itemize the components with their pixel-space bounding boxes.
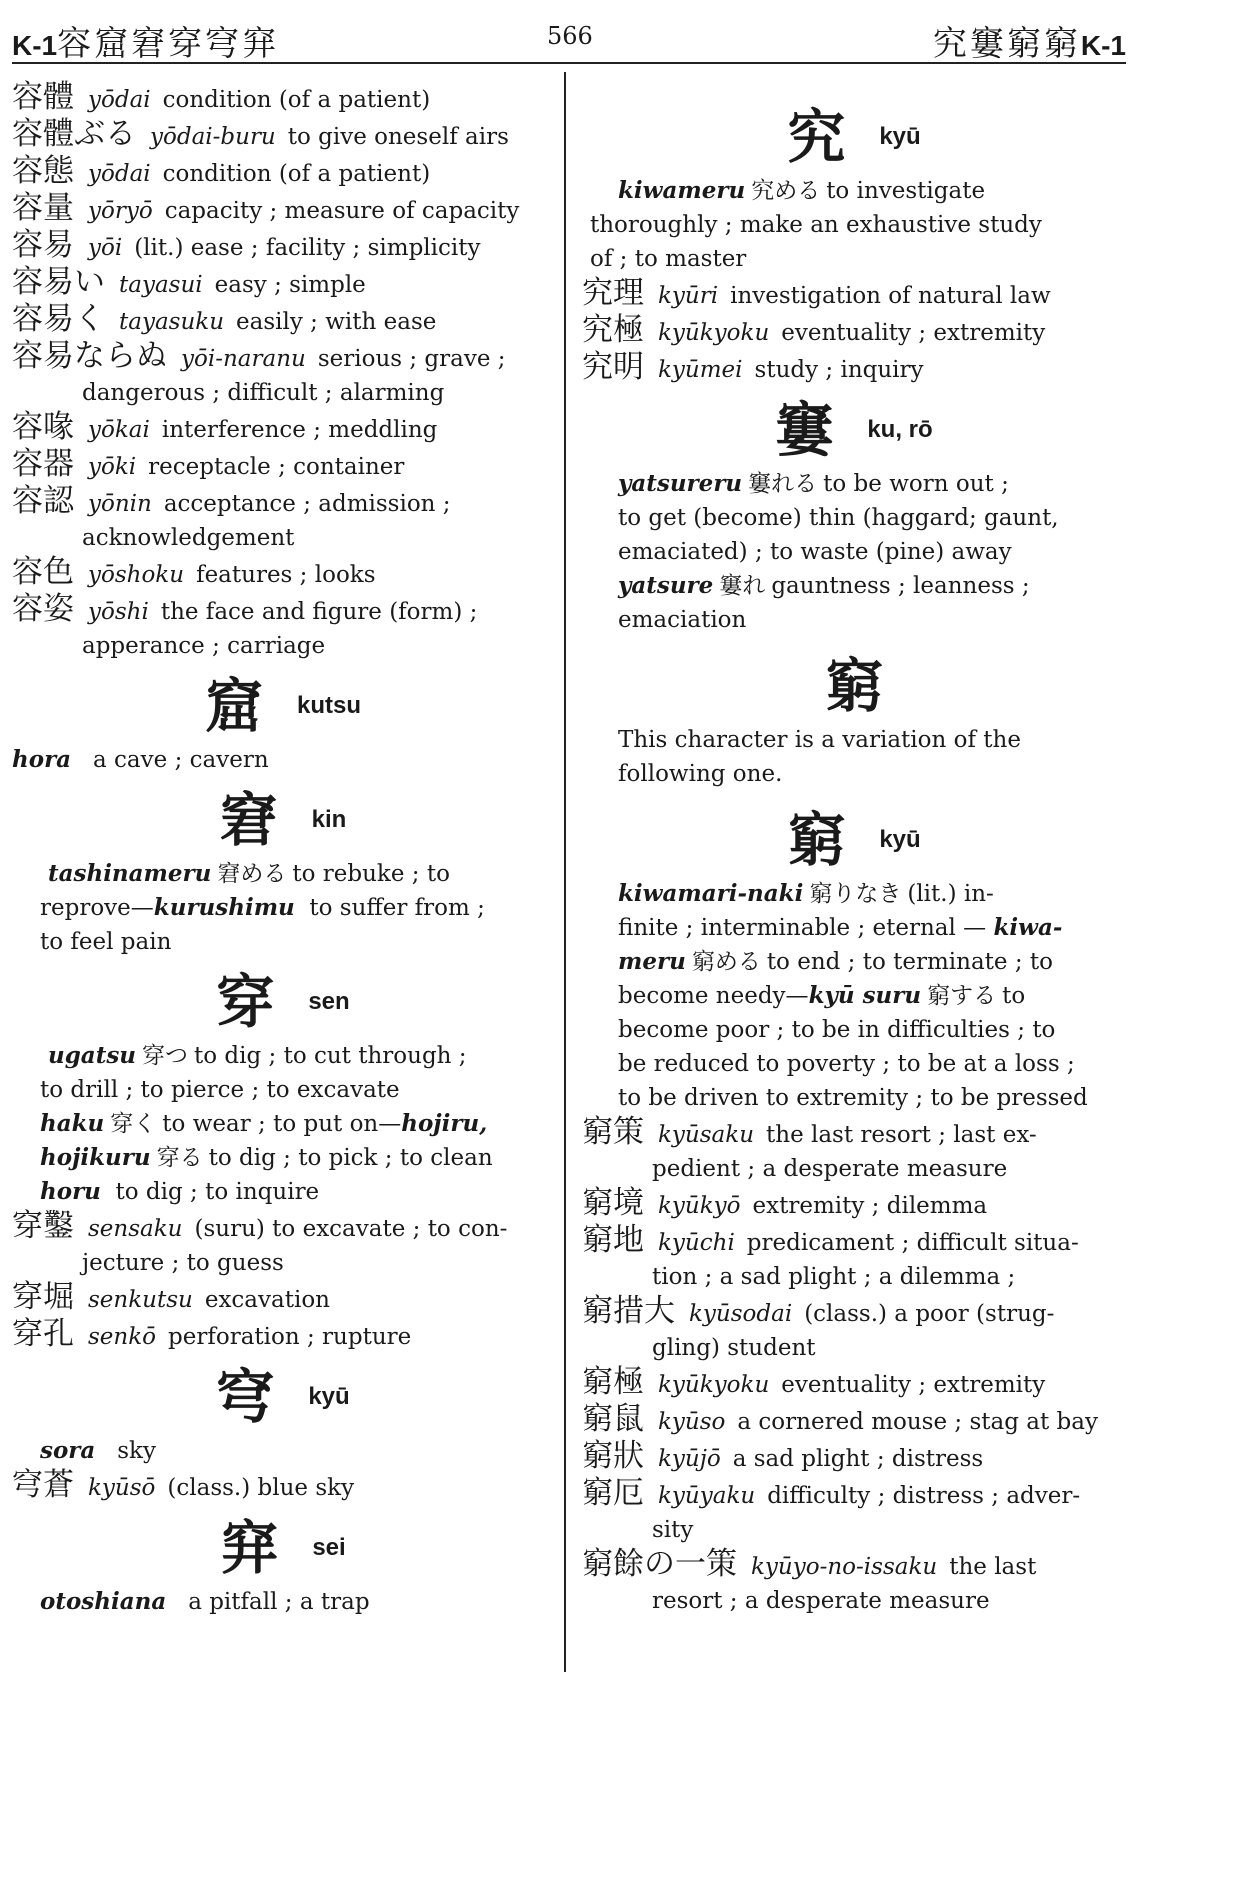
entry-line (582, 1013, 1126, 1047)
entry-line (582, 877, 1126, 911)
character-heading (12, 785, 554, 855)
entry-reading: kiwameru (618, 177, 746, 204)
entry-definition-cont: apperance ; carriage (82, 633, 326, 659)
entry-definition: condition (of a patient) (162, 87, 431, 113)
entry-kanji: 窮地 (582, 1222, 644, 1258)
entry-definition: a cornered mouse ; stag at bay (737, 1409, 1098, 1435)
dictionary-entry (12, 1468, 554, 1505)
dictionary-entry (582, 1223, 1126, 1294)
entry-japanese: 窮りなき (809, 881, 902, 907)
entry-kanji: 究明 (582, 349, 644, 385)
entry-reading: kiwamari-naki (618, 880, 804, 907)
dictionary-entry (582, 1402, 1126, 1439)
entry-reading: meru (618, 948, 686, 975)
entry-reading: yōshi (88, 599, 149, 625)
character-reading: ku, rō (867, 416, 933, 443)
entry-kanji: 容體ぶる (12, 116, 136, 152)
entry-line (582, 174, 1126, 208)
entry-kanji: 窮餘の一策 (582, 1546, 737, 1582)
dictionary-entry (582, 1186, 1126, 1223)
entry-definition-cont: resort ; a desperate measure (652, 1588, 990, 1614)
entry-definition: gauntness ; leanness ; (771, 573, 1030, 599)
entry-reading: sensaku (88, 1216, 183, 1242)
entry-definition: eventuality ; extremity (781, 1372, 1046, 1398)
entry-reading: kyūyo-no-issaku (751, 1554, 938, 1580)
entry-definition: (lit.) ease ; facility ; simplicity (134, 235, 481, 261)
entry-definition: thoroughly ; make an exhaustive study (590, 212, 1042, 238)
entry-kanji: 窮極 (582, 1364, 644, 1400)
entry-line (582, 501, 1126, 535)
entry-definition: of ; to master (590, 246, 747, 272)
dictionary-entry (582, 1365, 1126, 1402)
entry-reading: otoshiana (40, 1588, 167, 1615)
entry-reading: kyūso (658, 1409, 726, 1435)
entry-kanji: 容易い (12, 264, 105, 300)
character-reading: kin (311, 806, 347, 833)
entry-kanji: 窮厄 (582, 1475, 644, 1511)
note-line (582, 723, 1126, 757)
entry-definition: receptacle ; container (148, 454, 405, 480)
entry-reading: kyūchi (658, 1230, 735, 1256)
entry-japanese: 究める (751, 178, 821, 204)
character-heading (12, 1513, 554, 1583)
entry-definition: to (1002, 983, 1026, 1009)
entry-reading: hojiru, (401, 1110, 488, 1137)
entry-kanji: 究理 (582, 275, 644, 311)
entry-definition: to drill ; to pierce ; to excavate (40, 1077, 400, 1103)
entry-reading: kyūsodai (689, 1301, 793, 1327)
entry-reading: kyūri (658, 283, 719, 309)
header-chars-right: 究窶窮窮 (932, 24, 1081, 64)
character-reading: kyū (879, 826, 921, 853)
character-reading: kyū (879, 123, 921, 150)
entry-definition: be reduced to poverty ; to be at a loss ; (618, 1051, 1075, 1077)
entry-reading: sora (40, 1437, 96, 1464)
entry-definition: the last (949, 1554, 1037, 1580)
entry-line (12, 1073, 554, 1107)
entry-kanji: 容易 (12, 227, 74, 263)
dictionary-entry (12, 555, 554, 592)
entry-line (582, 945, 1126, 979)
dictionary-entry (12, 447, 554, 484)
dictionary-entry (12, 339, 554, 410)
entry-definition: to dig ; to cut through ; (194, 1043, 467, 1069)
entry-line (582, 569, 1126, 603)
character-reading: sen (308, 988, 350, 1015)
entry-definition-cont: dangerous ; difficult ; alarming (82, 380, 445, 406)
entry-kanji: 窮措大 (582, 1293, 675, 1329)
entry-definition: to investigate (826, 178, 986, 204)
section-code-left: K-1 (12, 30, 58, 61)
character-heading (12, 1362, 554, 1432)
entry-reading: tayasui (119, 272, 203, 298)
column-divider (564, 72, 566, 1672)
entry-reading: yōki (88, 454, 137, 480)
character-reading: kutsu (297, 692, 362, 719)
entry-reading: yōi (88, 235, 123, 261)
entry-definition: condition (of a patient) (162, 161, 431, 187)
character-heading (12, 967, 554, 1037)
entry-definition: to feel pain (40, 929, 172, 955)
character-glyph: 穹 (216, 1363, 275, 1431)
entry-definition-cont: pedient ; a desperate measure (652, 1156, 1008, 1182)
entry-definition: reprove— (40, 895, 154, 921)
entry-definition: to rebuke ; to (292, 861, 450, 887)
dictionary-entry (12, 410, 554, 447)
entry-reading: tayasuku (119, 309, 225, 335)
entry-line (12, 1141, 554, 1175)
entry-reading: yōshoku (88, 562, 185, 588)
entry-definition: predicament ; difficult situa- (746, 1230, 1079, 1256)
entry-line (582, 535, 1126, 569)
dictionary-entry (12, 302, 554, 339)
character-glyph: 穿 (216, 968, 275, 1036)
entry-definition: sky (117, 1438, 156, 1464)
entry-line (12, 1175, 554, 1209)
entry-kanji: 窮策 (582, 1114, 644, 1150)
character-reading: kyū (308, 1383, 350, 1410)
entry-kanji: 容姿 (12, 591, 74, 627)
entry-reading: tashinameru (48, 860, 212, 887)
character-glyph: 穽 (220, 1514, 279, 1582)
entry-kanji: 穹蒼 (12, 1467, 74, 1503)
entry-reading: yōdai (88, 87, 151, 113)
entry-kanji: 容體 (12, 79, 74, 115)
entry-reading: yatsureru (618, 470, 743, 497)
entry-kanji: 容易く (12, 301, 105, 337)
section-code-right: K-1 (1080, 30, 1126, 61)
entry-definition: to end ; to terminate ; to (766, 949, 1053, 975)
entry-definition: excavation (204, 1287, 330, 1313)
entry-kanji: 容認 (12, 483, 74, 519)
dictionary-entry (582, 276, 1126, 313)
entry-kanji: 容喙 (12, 409, 74, 445)
entry-japanese: 窮める (691, 949, 761, 975)
header-rule (12, 62, 1126, 64)
entry-kanji: 穿孔 (12, 1316, 74, 1352)
dictionary-entry (12, 228, 554, 265)
entry-reading: kyūyaku (658, 1483, 756, 1509)
entry-definition: to give oneself airs (287, 124, 509, 150)
entry-kanji: 窮境 (582, 1185, 644, 1221)
dictionary-entry (582, 1439, 1126, 1476)
page-header (12, 12, 1126, 62)
entry-definition: emaciation (618, 607, 747, 633)
dictionary-entry (12, 484, 554, 555)
dictionary-entry (12, 592, 554, 663)
entry-line (12, 1585, 554, 1619)
entry-definition: easily ; with ease (236, 309, 437, 335)
entry-definition: the last resort ; last ex- (766, 1122, 1037, 1148)
entry-reading: yōdai-buru (150, 124, 276, 150)
entry-definition-cont: gling) student (652, 1335, 816, 1361)
dictionary-entry (12, 80, 554, 117)
entry-definition-cont: sity (652, 1517, 694, 1543)
page-number: 566 (547, 22, 593, 50)
entry-kanji: 窮狀 (582, 1438, 644, 1474)
entry-reading: yōnin (88, 491, 152, 517)
entry-kanji: 穿鑿 (12, 1208, 74, 1244)
entry-line (12, 1434, 554, 1468)
entry-kanji: 究極 (582, 312, 644, 348)
entry-definition: (lit.) in- (907, 881, 994, 907)
header-chars-left: 容窟窘穿穹穽 (57, 24, 280, 64)
dictionary-entry (12, 1280, 554, 1317)
entry-japanese: 窮する (927, 983, 997, 1009)
entry-reading: yatsure (618, 572, 714, 599)
entry-definition: easy ; simple (214, 272, 366, 298)
entry-reading: yōryō (88, 198, 153, 224)
entry-kanji: 穿堀 (12, 1279, 74, 1315)
character-heading (12, 671, 554, 741)
dictionary-entry (12, 154, 554, 191)
right-column (582, 80, 1126, 1618)
dictionary-entry (12, 1317, 554, 1354)
entry-reading: senkutsu (88, 1287, 193, 1313)
entry-reading: kyūjō (658, 1446, 721, 1472)
dictionary-entry (582, 1547, 1126, 1618)
entry-line (12, 1107, 554, 1141)
note-text: following one. (618, 761, 783, 787)
entry-definition: finite ; interminable ; eternal — (618, 915, 987, 941)
header-left (12, 16, 279, 65)
character-glyph: 窘 (219, 786, 278, 854)
note-text: This character is a variation of the (618, 727, 1021, 753)
entry-definition: extremity ; dilemma (752, 1193, 988, 1219)
entry-definition: serious ; grave ; (317, 346, 506, 372)
entry-kanji: 容量 (12, 190, 74, 226)
entry-line (582, 1081, 1126, 1115)
dictionary-entry (582, 1115, 1126, 1186)
character-glyph: 究 (787, 103, 846, 171)
note-line (582, 757, 1126, 791)
entry-kanji: 容器 (12, 446, 74, 482)
entry-definition: (suru) to excavate ; to con- (194, 1216, 508, 1242)
dictionary-entry (12, 265, 554, 302)
dictionary-entry (582, 350, 1126, 387)
character-glyph: 窮 (824, 652, 883, 720)
entry-reading: kyūkyoku (658, 320, 770, 346)
entry-line (12, 857, 554, 891)
dictionary-entry (582, 1294, 1126, 1365)
entry-line (582, 979, 1126, 1013)
entry-definition: to wear ; to put on— (162, 1111, 402, 1137)
entry-line (582, 603, 1126, 637)
entry-definition: a cave ; cavern (93, 747, 269, 773)
entry-reading: ugatsu (48, 1042, 137, 1069)
character-heading (582, 395, 1126, 465)
entry-japanese: 窶れ (719, 573, 766, 599)
entry-line (12, 891, 554, 925)
entry-definition: difficulty ; distress ; adver- (767, 1483, 1081, 1509)
entry-line (582, 467, 1126, 501)
entry-definition: become poor ; to be in difficulties ; to (618, 1017, 1056, 1043)
entry-reading: kyū suru (808, 982, 922, 1009)
entry-line (582, 242, 1126, 276)
character-glyph: 窮 (787, 806, 846, 874)
entry-reading: yōdai (88, 161, 151, 187)
entry-reading: yōi-naranu (181, 346, 306, 372)
entry-definition: to get (become) thin (haggard; gaunt, (618, 505, 1059, 531)
entry-line (582, 208, 1126, 242)
entry-reading: kyūsō (88, 1475, 156, 1501)
entry-japanese: 穿く (110, 1111, 157, 1137)
dictionary-entry (582, 313, 1126, 350)
entry-reading: kyūkyoku (658, 1372, 770, 1398)
entry-definition: to be worn out ; (823, 471, 1009, 497)
character-reading: sei (312, 1534, 346, 1561)
entry-line (12, 1039, 554, 1073)
entry-kanji: 容色 (12, 554, 74, 590)
entry-definition: (class.) a poor (strug- (804, 1301, 1055, 1327)
entry-definition: the face and figure (form) ; (160, 599, 478, 625)
entry-definition-cont: acknowledgement (82, 525, 295, 551)
entry-definition: to dig ; to pick ; to clean (208, 1145, 493, 1171)
entry-reading: senkō (88, 1324, 157, 1350)
entry-reading: hojikuru (40, 1144, 151, 1171)
entry-reading: yōkai (88, 417, 150, 443)
entry-japanese: 窘める (217, 861, 287, 887)
entry-reading: kurushimu (153, 894, 295, 921)
entry-japanese: 穿る (156, 1145, 203, 1171)
entry-japanese: 窶れる (748, 471, 818, 497)
entry-reading: kyūsaku (658, 1122, 755, 1148)
entry-definition: to dig ; to inquire (115, 1179, 320, 1205)
entry-definition: emaciated) ; to waste (pine) away (618, 539, 1012, 565)
entry-definition-cont: tion ; a sad plight ; a dilemma ; (652, 1264, 1016, 1290)
entry-line (582, 911, 1126, 945)
character-heading (582, 102, 1126, 172)
entry-definition: a sad plight ; distress (732, 1446, 984, 1472)
entry-definition: acceptance ; admission ; (163, 491, 451, 517)
entry-definition: investigation of natural law (730, 283, 1051, 309)
entry-definition: perforation ; rupture (168, 1324, 412, 1350)
entry-definition-cont: jecture ; to guess (82, 1250, 284, 1276)
entry-definition: eventuality ; extremity (781, 320, 1046, 346)
dictionary-entry (12, 1209, 554, 1280)
entry-reading: horu (40, 1178, 101, 1205)
left-column (12, 80, 554, 1619)
header-right (933, 16, 1126, 65)
entry-japanese: 穿つ (142, 1043, 189, 1069)
dictionary-entry (12, 117, 554, 154)
entry-kanji: 容態 (12, 153, 74, 189)
entry-kanji: 窮鼠 (582, 1401, 644, 1437)
entry-definition: capacity ; measure of capacity (164, 198, 520, 224)
dictionary-entry (12, 191, 554, 228)
entry-definition: become needy— (618, 983, 809, 1009)
character-glyph: 窟 (204, 672, 263, 740)
entry-definition: a pitfall ; a trap (188, 1589, 370, 1615)
entry-reading: hora (12, 746, 72, 773)
entry-definition: (class.) blue sky (167, 1475, 355, 1501)
entry-reading: haku (40, 1110, 105, 1137)
entry-reading: kiwa- (993, 914, 1063, 941)
entry-definition: to be driven to extremity ; to be pressed (618, 1085, 1088, 1111)
entry-definition: study ; inquiry (754, 357, 924, 383)
character-heading (582, 805, 1126, 875)
dictionary-entry (582, 1476, 1126, 1547)
entry-definition: to suffer from ; (309, 895, 485, 921)
entry-kanji: 容易ならぬ (12, 338, 167, 374)
entry-reading: kyūkyō (658, 1193, 741, 1219)
entry-reading: kyūmei (658, 357, 743, 383)
character-heading (582, 651, 1126, 721)
entry-definition: interference ; meddling (161, 417, 438, 443)
entry-line (12, 743, 554, 777)
entry-definition: features ; looks (196, 562, 376, 588)
entry-line (582, 1047, 1126, 1081)
entry-line (12, 925, 554, 959)
character-glyph: 窶 (775, 396, 834, 464)
